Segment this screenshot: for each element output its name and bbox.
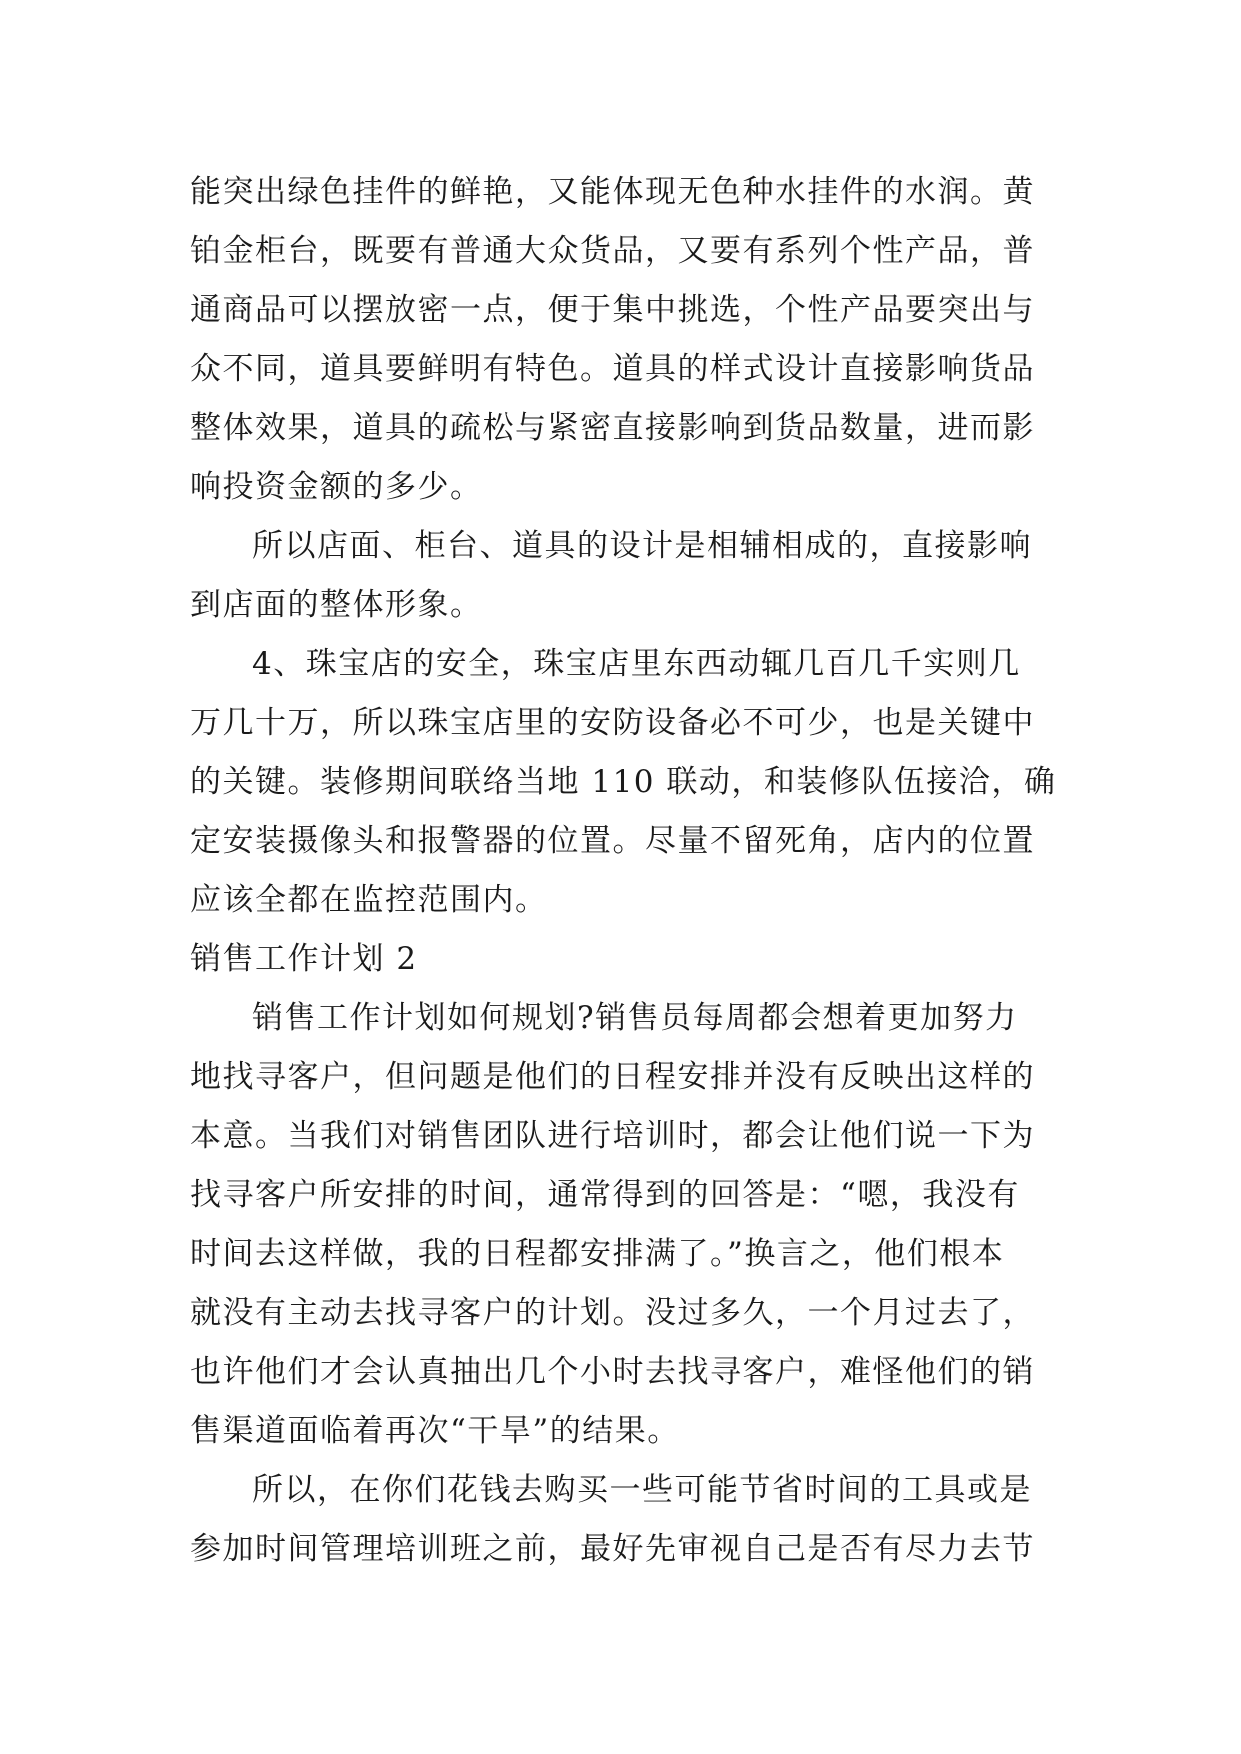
text-line: 能突出绿色挂件的鲜艳，又能体现无色种水挂件的水润。黄: [190, 174, 1035, 210]
text-line: 本意。当我们对销售团队进行培训时，都会让他们说一下为: [190, 1118, 1035, 1154]
text-line: 铂金柜台，既要有普通大众货品，又要有系列个性产品，普: [190, 233, 1035, 269]
text-line: 到店面的整体形象。: [190, 587, 483, 623]
text-line: 找寻客户所安排的时间，通常得到的回答是：“嗯，我没有: [190, 1177, 1020, 1213]
section-heading: 销售工作计划 2: [190, 941, 418, 977]
text-line: 销售工作计划如何规划?销售员每周都会想着更加努力: [252, 1000, 1018, 1036]
text-line: 参加时间管理培训班之前，最好先审视自己是否有尽力去节: [190, 1531, 1035, 1567]
text-line: 地找寻客户，但问题是他们的日程安排并没有反映出这样的: [190, 1059, 1035, 1095]
text-line: 应该全都在监控范围内。: [190, 882, 548, 918]
text-line: 也许他们才会认真抽出几个小时去找寻客户，难怪他们的销: [190, 1354, 1035, 1390]
text-line: 定安装摄像头和报警器的位置。尽量不留死角，店内的位置: [190, 823, 1035, 859]
paragraph-time-management: [190, 1461, 1046, 1579]
text-line: 通商品可以摆放密一点，便于集中挑选，个性产品要突出与: [190, 292, 1035, 328]
text-line: 众不同，道具要鲜明有特色。道具的样式设计直接影响货品: [190, 351, 1035, 387]
text-line: 就没有主动去找寻客户的计划。没过多久，一个月过去了，: [190, 1295, 1035, 1331]
paragraph-sales-planning: [190, 989, 1046, 1461]
paragraph-design-summary: [190, 517, 1046, 635]
document-body: [190, 163, 1057, 1579]
text-line: 整体效果，道具的疏松与紧密直接影响到货品数量，进而影: [190, 410, 1035, 446]
text-line: 时间去这样做，我的日程都安排满了。”换言之，他们根本: [190, 1236, 1005, 1272]
text-line: 4、珠宝店的安全，珠宝店里东西动辄几百几千实则几: [252, 646, 1021, 682]
text-line: 的关键。装修期间联络当地 110 联动，和装修队伍接洽，确: [190, 764, 1057, 800]
text-line: 万几十万，所以珠宝店里的安防设备必不可少，也是关键中: [190, 705, 1035, 741]
text-line: 所以店面、柜台、道具的设计是相辅相成的，直接影响: [252, 528, 1032, 564]
text-line: 响投资金额的多少。: [190, 469, 483, 505]
text-line: 所以，在你们花钱去购买一些可能节省时间的工具或是: [252, 1472, 1032, 1508]
paragraph-store-security: [190, 635, 1057, 930]
text-line: 售渠道面临着再次“干旱”的结果。: [190, 1413, 680, 1449]
paragraph-display-design: [190, 163, 1046, 517]
